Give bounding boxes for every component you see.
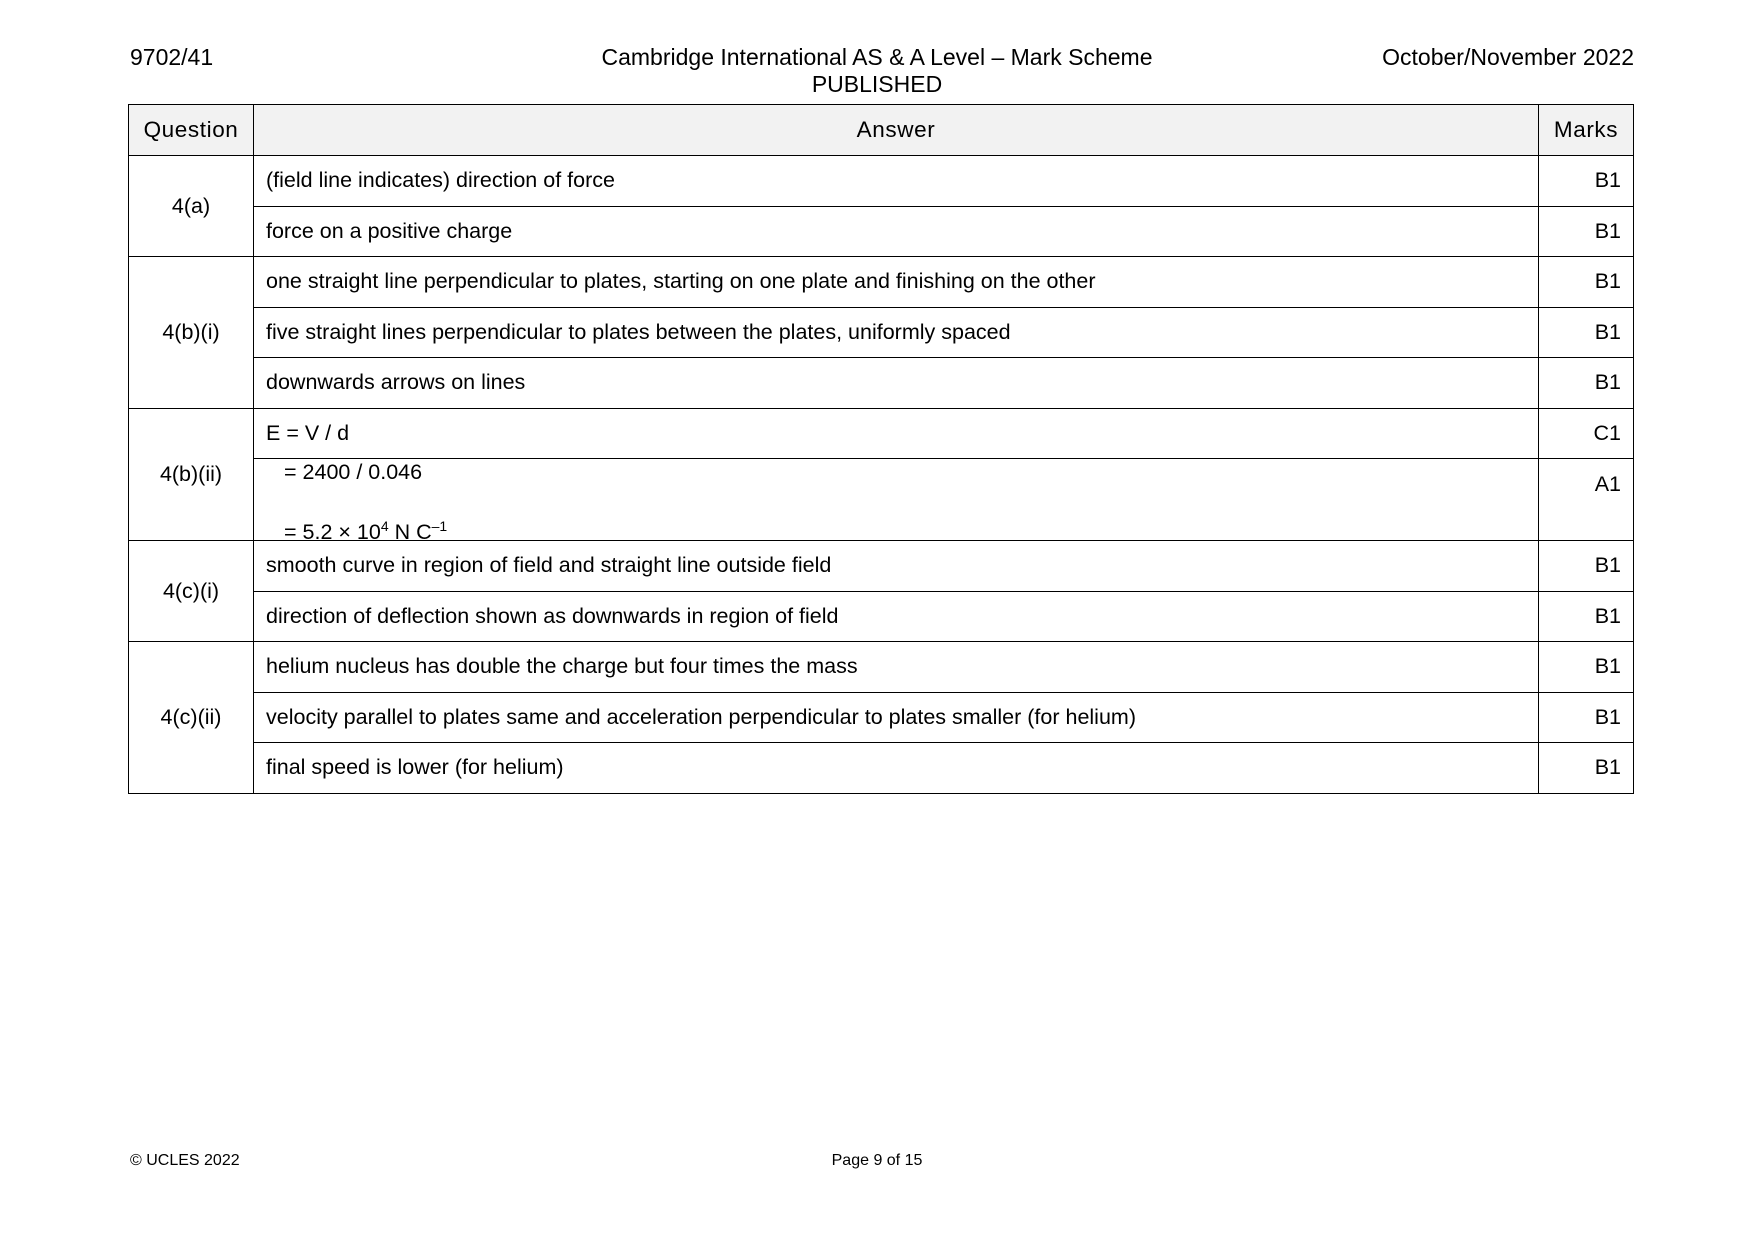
answer-cell: velocity parallel to plates same and acceleration perpendicular to plates smaller (for helium) <box>254 692 1539 743</box>
table-row <box>129 257 1634 308</box>
mark-cell: C1 <box>1539 408 1634 459</box>
mark-scheme-table <box>128 104 1634 794</box>
table-row <box>129 206 1634 257</box>
mark-scheme-title: Cambridge International AS & A Level – Mark Scheme <box>601 44 1153 70</box>
mark-cell: B1 <box>1539 642 1634 693</box>
mark-cell: B1 <box>1539 541 1634 592</box>
answer-cell <box>254 459 1539 545</box>
mark-cell: B1 <box>1539 206 1634 257</box>
result-exponent: 4 <box>380 518 389 534</box>
answer-cell: downwards arrows on lines <box>254 358 1539 409</box>
table-row <box>129 307 1634 358</box>
answer-cell: force on a positive charge <box>254 206 1539 257</box>
answer-cell: E = V / d <box>254 408 1539 459</box>
mark-cell: A1 <box>1539 459 1634 541</box>
exam-session: October/November 2022 <box>1382 44 1634 70</box>
table-header-row <box>129 105 1634 156</box>
mark-cell: B1 <box>1539 307 1634 358</box>
answer-cell: direction of deflection shown as downwards in region of field <box>254 591 1539 642</box>
answer-cell: helium nucleus has double the charge but four times the mass <box>254 642 1539 693</box>
answer-cell: final speed is lower (for helium) <box>254 743 1539 794</box>
mark-cell: B1 <box>1539 692 1634 743</box>
question-column-header: Question <box>129 105 254 156</box>
calculation-result <box>266 513 1526 545</box>
table-row <box>129 591 1634 642</box>
mark-cell: B1 <box>1539 591 1634 642</box>
question-number: 4(a) <box>129 156 254 257</box>
table-row <box>129 408 1634 459</box>
paper-code: 9702/41 <box>130 44 214 70</box>
answer-column-header: Answer <box>254 105 1539 156</box>
mark-cell: B1 <box>1539 257 1634 308</box>
answer-cell: five straight lines perpendicular to plates between the plates, uniformly spaced <box>254 307 1539 358</box>
table-row <box>129 692 1634 743</box>
question-number: 4(c)(ii) <box>129 642 254 794</box>
result-value: = 5.2 × 10 <box>284 520 381 545</box>
question-number: 4(b)(i) <box>129 257 254 409</box>
calculation-step: = 2400 / 0.046 <box>284 460 423 484</box>
table-row <box>129 156 1634 207</box>
table-row <box>129 743 1634 794</box>
question-number: 4(b)(ii) <box>129 408 254 541</box>
copyright-notice: © UCLES 2022 <box>130 1152 240 1169</box>
result-unit-exponent: –1 <box>431 518 448 534</box>
question-number: 4(c)(i) <box>129 541 254 642</box>
mark-cell: B1 <box>1539 743 1634 794</box>
page-number: Page 9 of 15 <box>831 1152 923 1169</box>
result-unit: N C <box>388 520 432 545</box>
published-label: PUBLISHED <box>811 71 943 97</box>
answer-cell: one straight line perpendicular to plates, starting on one plate and finishing on the other <box>254 257 1539 308</box>
mark-cell: B1 <box>1539 358 1634 409</box>
table-row <box>129 541 1634 592</box>
marks-column-header: Marks <box>1539 105 1634 156</box>
table-row <box>129 358 1634 409</box>
mark-cell: B1 <box>1539 156 1634 207</box>
answer-cell: (field line indicates) direction of force <box>254 156 1539 207</box>
table-row <box>129 642 1634 693</box>
table-row <box>129 459 1634 541</box>
answer-cell: smooth curve in region of field and straight line outside field <box>254 541 1539 592</box>
